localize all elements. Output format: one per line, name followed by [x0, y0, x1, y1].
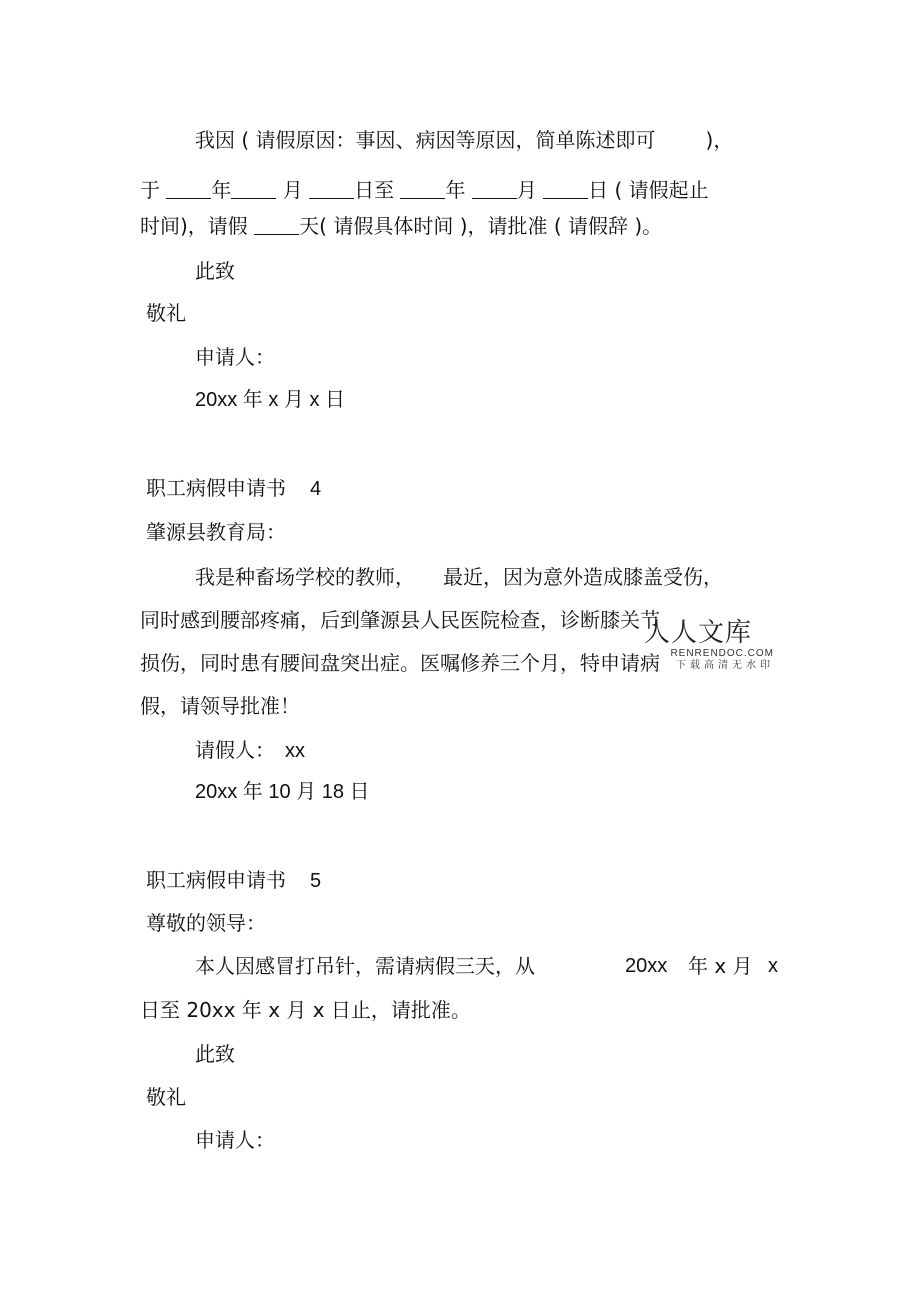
day-end-blank — [543, 178, 588, 199]
section-4-heading — [146, 474, 321, 503]
salute-text: 敬礼 — [146, 1085, 186, 1109]
section-number: 5 — [310, 870, 322, 892]
applicant-label: 申请人： — [195, 345, 275, 369]
applicant-label: 申请人： — [195, 1128, 275, 1152]
section-title: 职工病假申请书 — [146, 476, 286, 500]
requester-line — [195, 736, 305, 765]
watermark-logo — [644, 618, 774, 672]
body-line: 假，请领导批准！ — [140, 694, 300, 718]
days-blank — [254, 214, 299, 235]
body-date-year: 20xx — [625, 955, 668, 977]
body-date-month: 年 x 月 — [688, 954, 753, 978]
month-end-blank — [472, 178, 517, 199]
leave-days-label: 时间)，请假 — [140, 214, 248, 238]
recipient: 肇源县教育局： — [146, 520, 286, 544]
section-title: 职工病假申请书 — [146, 868, 286, 892]
salute-text: 敬礼 — [146, 301, 186, 325]
recipient: 尊敬的领导： — [146, 911, 266, 935]
month-start-blank — [231, 178, 276, 199]
month-label: 月 — [282, 178, 303, 202]
date-from-label: 于 — [140, 178, 160, 202]
section-number: 4 — [310, 478, 322, 500]
body-date-day: x — [768, 955, 778, 977]
reason-line — [195, 126, 733, 154]
year-label-2: 年 — [445, 178, 466, 202]
month-label-2: 月 — [516, 178, 537, 202]
watermark-subtitle: 下载高清无水印 — [676, 660, 774, 671]
signature-date: 20xx 年 x 月 x 日 — [195, 389, 346, 411]
year-end-blank — [400, 178, 445, 199]
year-label: 年 — [211, 178, 232, 202]
leave-days-text: 天( 请假具体时间 )，请批准 ( 请假辞 )。 — [299, 214, 663, 238]
body-line: 损伤，同时患有腰间盘突出症。医嘱修养三个月，特申请病 — [140, 651, 660, 675]
date-range-line — [140, 176, 709, 204]
watermark-logo-text: 人人文库 — [644, 618, 753, 648]
watermark-url: RENRENDOC.COM — [670, 648, 774, 659]
body-text: 我是种畜场学校的教师， — [195, 565, 415, 589]
body-line — [195, 952, 535, 980]
body-line — [195, 563, 723, 591]
body-line: 日至 20xx 年 x 月 x 日止，请批准。 — [140, 998, 471, 1022]
section-5-heading — [146, 866, 321, 895]
year-start-blank — [166, 178, 211, 199]
requester-name: xx — [285, 740, 305, 762]
day-to-label: 日至 — [354, 178, 395, 202]
day-end-label: 日 ( 请假起止 — [588, 178, 709, 202]
reason-text: 我因 ( 请假原因：事因、病因等原因，简单陈述即可 — [195, 128, 656, 152]
requester-label: 请假人： — [195, 738, 275, 762]
closing-text: 此致 — [195, 259, 235, 283]
body-text: 最近，因为意外造成膝盖受伤， — [443, 565, 723, 589]
days-line — [140, 212, 662, 240]
body-text: 本人因感冒打吊针，需请病假三天，从 — [195, 954, 535, 978]
day-start-blank — [309, 178, 354, 199]
closing-text: 此致 — [195, 1042, 235, 1066]
body-line: 同时感到腰部疼痛，后到肇源县人民医院检查，诊断膝关节 — [140, 608, 660, 632]
signature-date: 20xx 年 10 月 18 日 — [195, 781, 370, 803]
reason-close: )， — [705, 128, 734, 152]
